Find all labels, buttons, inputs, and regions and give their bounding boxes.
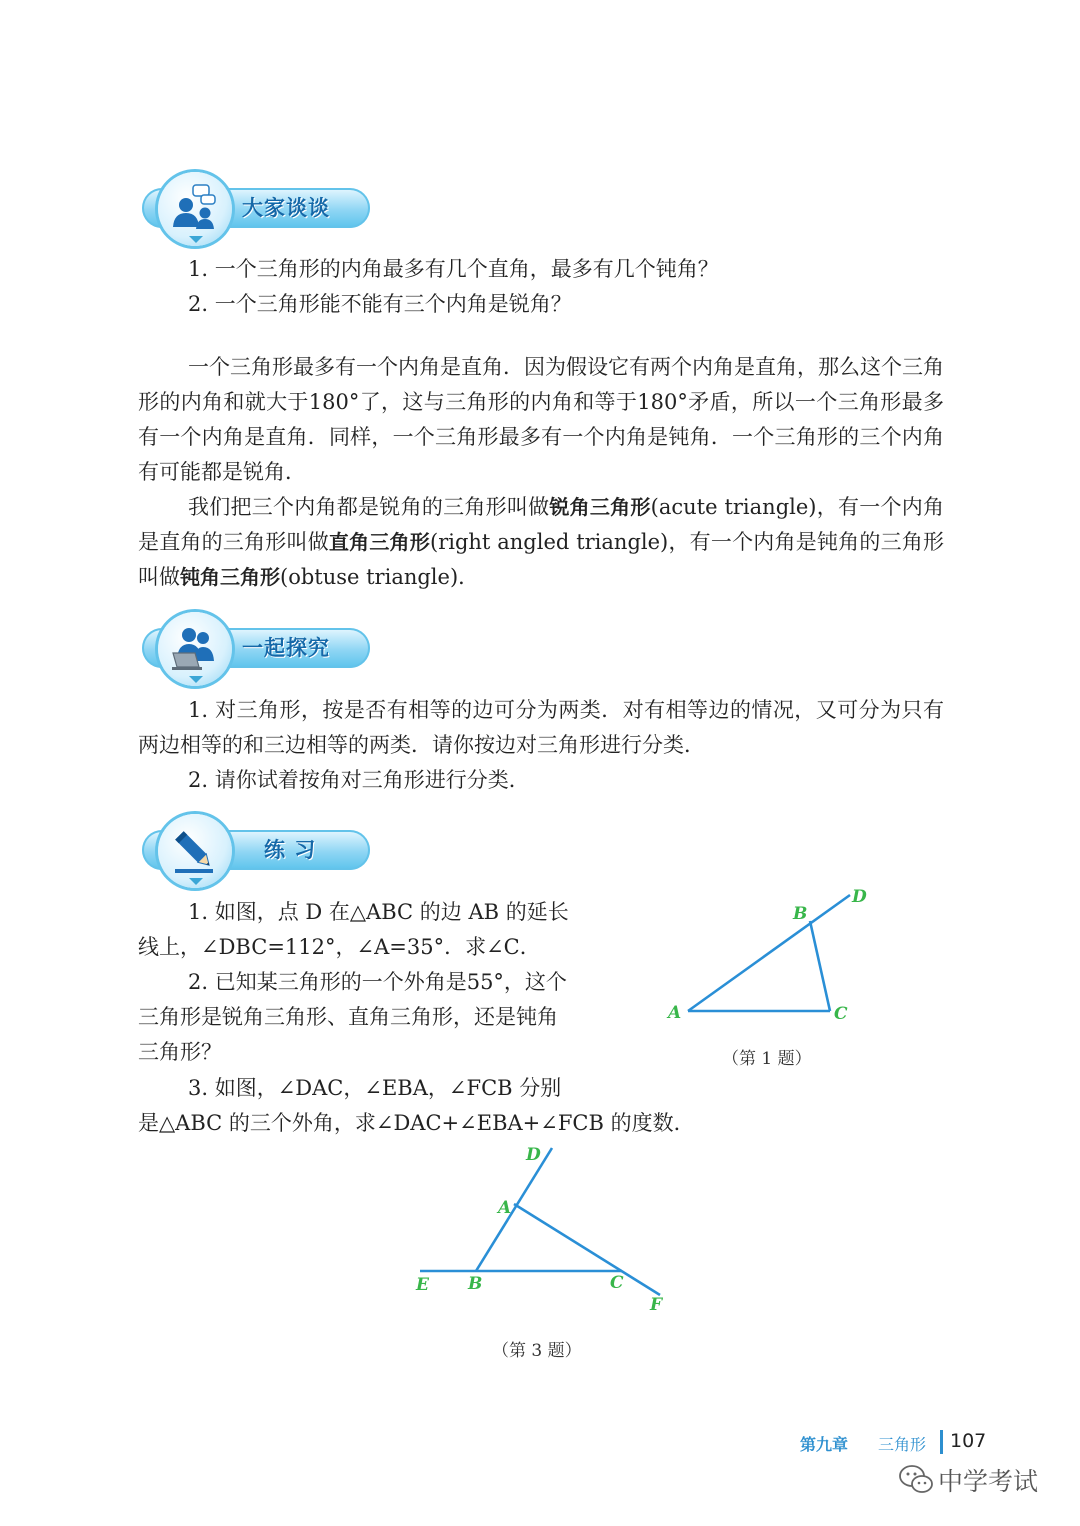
section-banner-explore	[136, 612, 372, 688]
text: 我们把三个内角都是锐角的三角形叫做	[188, 495, 550, 519]
page-footer	[800, 1430, 1040, 1460]
practice-q3-line1: 3. 如图，∠DAC，∠EBA，∠FCB 分别	[188, 1076, 562, 1100]
section-title: 一起探究	[242, 636, 330, 660]
explore-question-1: 1. 对三角形，按是否有相等的边可分为两类．对有相等边的情况，又可分为只有两边相等的和三边相等的两类．请你按边对三角形进行分类．	[138, 698, 944, 757]
page-number: 107	[950, 1430, 987, 1452]
text: (acute triangle)，有一个内角是直角的三角形叫做	[138, 495, 945, 554]
label-c: C	[834, 1004, 848, 1024]
practice-q2-line1: 2. 已知某三角形的一个外角是55°，这个	[188, 970, 567, 994]
figure-1-triangle	[660, 880, 880, 1030]
banner-arrow	[189, 676, 203, 683]
practice-q2-line2: 三角形是锐角三角形、直角三角形，还是钝角	[138, 1005, 558, 1029]
label-d: D	[852, 887, 867, 907]
banner-arrow	[189, 236, 203, 243]
banner-badge	[158, 612, 232, 686]
section-title: 练 习	[264, 838, 317, 862]
figure-3-caption: （第 3 题）	[492, 1341, 582, 1361]
term-right: 直角三角形	[328, 530, 430, 554]
footer-divider	[940, 1430, 943, 1454]
figure-1-caption: （第 1 题）	[722, 1049, 812, 1069]
label-f: F	[650, 1295, 663, 1315]
text: (obtuse triangle)．	[280, 565, 480, 589]
label-b: B	[793, 904, 808, 924]
line-af	[514, 1204, 660, 1295]
term-acute: 锐角三角形	[549, 495, 651, 519]
label-d: D	[526, 1145, 541, 1165]
figure-3-triangle	[408, 1140, 678, 1320]
practice-q1-line2: 线上，∠DBC=112°，∠A=35°．求∠C．	[138, 935, 541, 959]
people-laptop-icon	[169, 623, 221, 675]
paragraph-definitions	[138, 490, 944, 595]
pencil-icon	[169, 825, 221, 877]
line-bd	[476, 1148, 552, 1271]
label-a: A	[498, 1198, 512, 1218]
label-b: B	[468, 1274, 483, 1294]
practice-q3-line2: 是△ABC 的三个外角，求∠DAC+∠EBA+∠FCB 的度数．	[138, 1111, 695, 1135]
watermark-text: 中学考试	[938, 1467, 1039, 1496]
label-c: C	[610, 1273, 624, 1293]
banner-badge	[158, 172, 232, 246]
footer-section: 三角形	[878, 1435, 927, 1454]
watermark	[898, 1458, 1058, 1498]
banner-arrow	[189, 878, 203, 885]
section-banner-practice	[136, 814, 372, 890]
banner-badge	[158, 814, 232, 888]
line-bc	[810, 921, 830, 1011]
term-obtuse: 钝角三角形	[180, 565, 280, 589]
talk-question-1: 1. 一个三角形的内角最多有几个直角，最多有几个钝角？	[188, 257, 719, 281]
wechat-icon	[898, 1464, 934, 1496]
label-e: E	[416, 1275, 429, 1295]
practice-q2-line3: 三角形？	[138, 1040, 222, 1064]
practice-q1-line1: 1. 如图，点 D 在△ABC 的边 AB 的延长	[188, 900, 569, 924]
people-talking-icon	[169, 183, 221, 235]
paragraph-right-angle: 一个三角形最多有一个内角是直角．因为假设它有两个内角是直角，那么这个三角形的内角和就大于180°了，这与三角形的内角和等于180°矛盾，所以一个三角形最多有一个内角是直角．同样，一个三角形最多有一个内角是钝角．一个三角形的三个内角有可能都是锐角．	[138, 355, 944, 484]
text: (right angled triangle)，有一个内角是钝角的三角形叫做	[138, 530, 944, 589]
section-banner-talk	[136, 172, 372, 248]
footer-chapter: 第九章	[800, 1435, 849, 1454]
explore-question-2: 2. 请你试着按角对三角形进行分类．	[188, 768, 530, 792]
talk-question-2: 2. 一个三角形能不能有三个内角是锐角？	[188, 292, 572, 316]
label-a: A	[668, 1003, 682, 1023]
section-title: 大家谈谈	[242, 196, 330, 220]
